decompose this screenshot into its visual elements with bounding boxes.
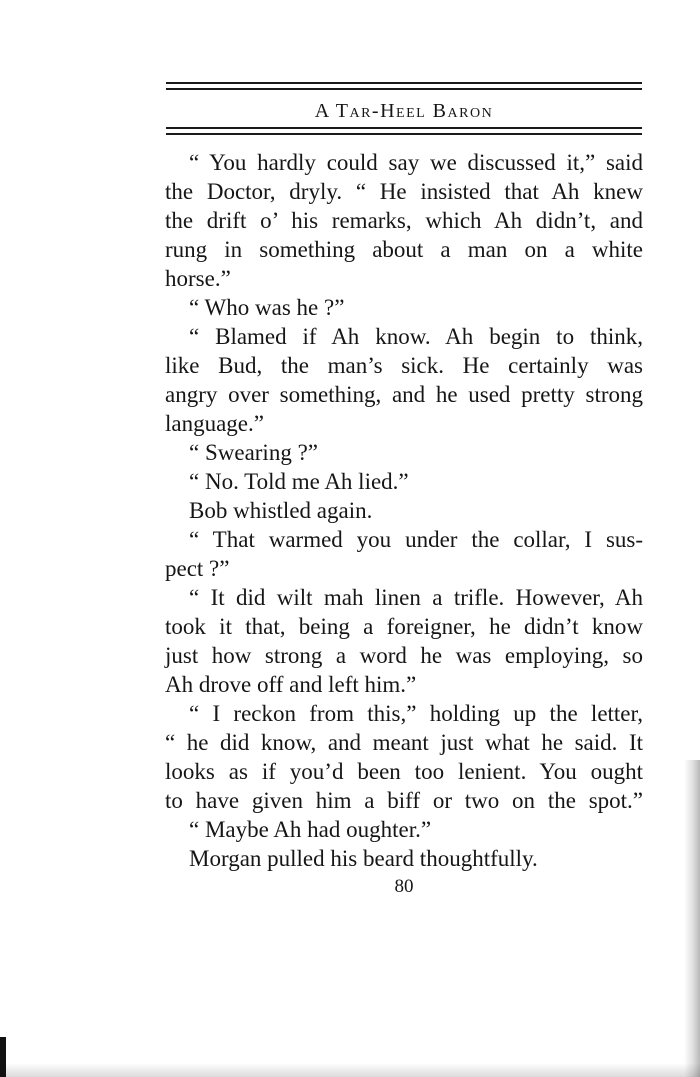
text-line: the Doctor, dryly. “ He insisted that Ah knew [165,179,643,204]
text-line: “ Swearing ?” [189,440,318,465]
text-line: “ Blamed if Ah know. Ah begin to think, [189,324,643,349]
page-number: 80 [394,876,414,897]
page-edge-shadow [684,760,700,1077]
text-line: like Bud, the man’s sick. He certainly was [165,353,643,378]
page-bottom-shadow [0,1063,700,1077]
header-rule-top [166,82,642,90]
text-line: Ah drove off and left him.” [165,672,417,697]
header-rule-bottom [166,127,642,135]
text-line: looks as if you’d been too lenient. You ought [165,759,643,784]
text-line: “ It did wilt mah linen a trifle. However, Ah [189,585,643,610]
text-line: “ he did know, and meant just what he said. It [165,730,643,755]
text-line: “ You hardly could say we discussed it,” said [189,150,643,175]
text-line: rung in something about a man on a white [165,237,643,262]
text-line: to have given him a biff or two on the spot.” [165,788,643,813]
text-line: horse.” [165,266,231,291]
running-head: A Tar-Heel Baron [314,100,494,122]
text-line: angry over something, and he used pretty strong [165,382,643,407]
text-line: “ That warmed you under the collar, I sus- [189,527,643,552]
text-line: took it that, being a foreigner, he didn’t know [165,614,643,639]
text-line: Bob whistled again. [189,498,373,523]
scan-corner-mark [0,1037,6,1077]
text-line: “ No. Told me Ah lied.” [189,469,409,494]
text-line: language.” [165,411,264,436]
text-line: just how strong a word he was employing, so [165,643,643,668]
text-line: the drift o’ his remarks, which Ah didn’t, and [165,208,643,233]
text-line: “ Maybe Ah had oughter.” [189,817,432,842]
text-line: pect ?” [165,556,230,581]
text-line: “ I reckon from this,” holding up the letter, [189,701,643,726]
text-line: “ Who was he ?” [189,295,345,320]
text-line: Morgan pulled his beard thoughtfully. [189,846,538,871]
body-text [165,148,643,873]
